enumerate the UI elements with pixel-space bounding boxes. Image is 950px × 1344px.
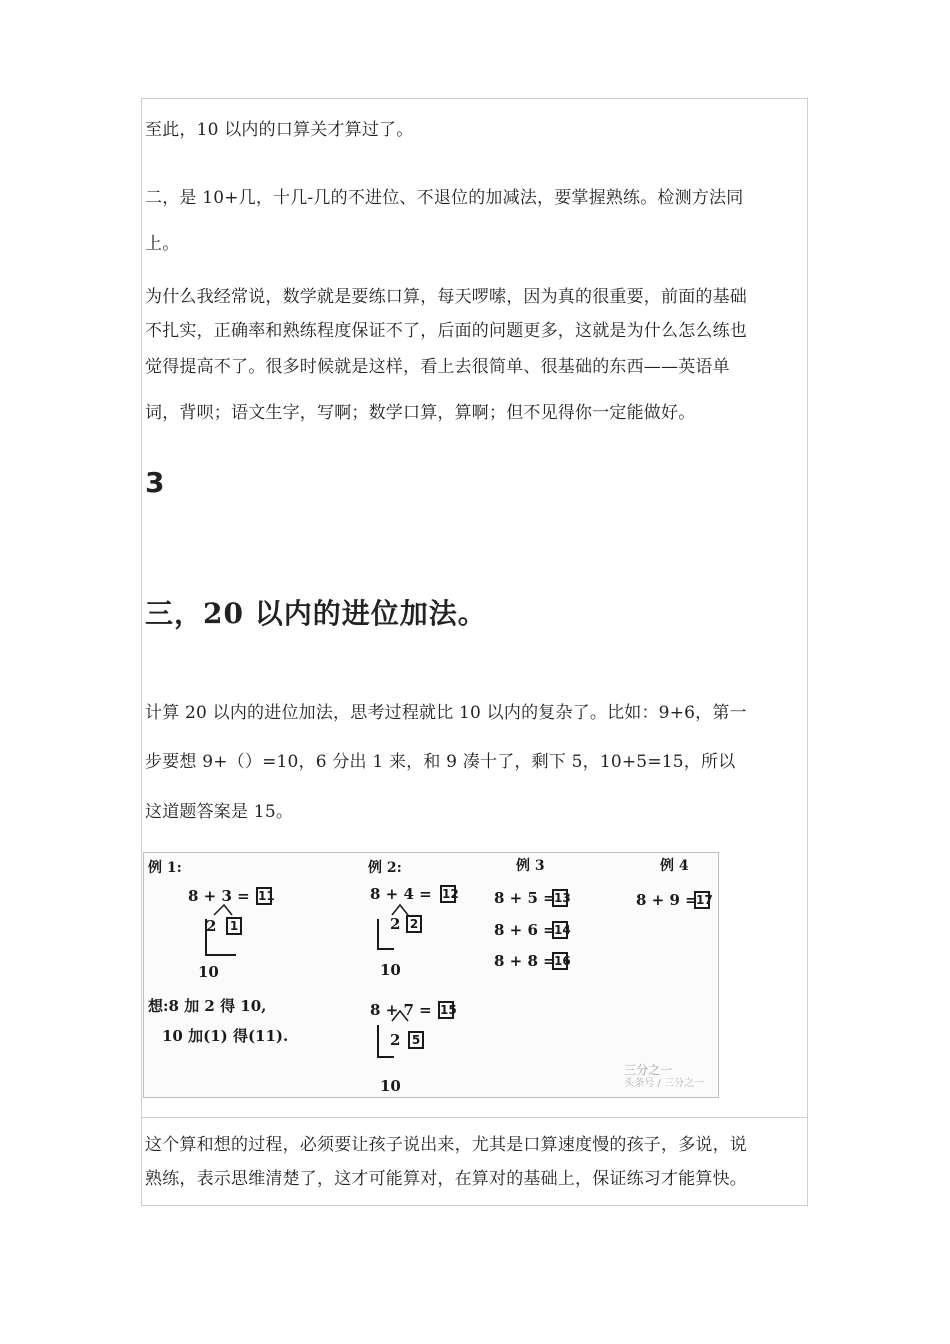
closing-line-1: 这个算和想的过程，必须要让孩子说出来，尤其是口算速度慢的孩子，多说，说 <box>145 1135 747 1155</box>
ex1-split-caret <box>214 905 232 915</box>
closing-line-2: 熟练，表示思维清楚了，这才可能算对，在算对的基础上，保证练习才能算快。 <box>145 1169 747 1189</box>
ex1-split-box: 1 <box>226 917 242 935</box>
ex3-label: 例 3 <box>516 858 545 874</box>
ex1-think-line-2: 10 加(1) 得(11). <box>162 1027 289 1045</box>
ex2b-equation: 8 + 7 = <box>370 1001 432 1019</box>
ex3-row-3-equation: 8 + 8 = <box>494 952 556 970</box>
ex1-answer-box: 11 <box>258 889 275 903</box>
body-line-1: 计算 20 以内的进位加法，思考过程就比 10 以内的复杂了。比如：9+6，第一 <box>145 703 747 723</box>
ex2-split-left: 2 <box>390 915 401 933</box>
paragraph-2-line-1: 二，是 10+几，十几-几的不进位、不退位的加减法，要掌握熟练。检测方法同 <box>145 188 744 208</box>
ex2b-split-box: 5 <box>408 1031 424 1049</box>
watermark-subtitle: 头条号 / 三分之一 <box>624 1078 704 1089</box>
ex4-answer-box: 17 <box>696 893 713 907</box>
ex2-equation: 8 + 4 = <box>370 885 432 903</box>
section-number: 3 <box>145 466 165 499</box>
ex3-row-3-answer-box: 16 <box>554 954 571 968</box>
ex2b-answer-box: 15 <box>440 1003 457 1017</box>
paragraph-1: 至此，10 以内的口算关才算过了。 <box>145 120 414 140</box>
paragraph-3-line-2: 不扎实，正确率和熟练程度保证不了，后面的问题更多，这就是为什么怎么练也 <box>145 321 747 341</box>
paragraph-2-line-2: 上。 <box>145 234 180 254</box>
watermark <box>624 1063 704 1091</box>
ex3-row-1-equation: 8 + 5 = <box>494 889 556 907</box>
ex2b-split-left: 2 <box>390 1031 401 1049</box>
ex1-label: 例 1: <box>148 860 182 876</box>
ex3-row-2-equation: 8 + 6 = <box>494 921 556 939</box>
ex1-equation: 8 + 3 = <box>188 887 250 905</box>
ex4-equation: 8 + 9 = <box>636 891 698 909</box>
ex2-label: 例 2: <box>368 860 402 876</box>
body-line-2: 步要想 9+（）=10，6 分出 1 来，和 9 凑十了，剩下 5，10+5=15，所以 <box>145 752 736 772</box>
ex3-row-1-answer-box: 13 <box>554 891 571 905</box>
ex3-row-2-answer-box: 14 <box>554 923 571 937</box>
ex2-split-box: 2 <box>406 915 422 933</box>
paragraph-3-line-1: 为什么我经常说，数学就是要练口算，每天啰嗦，因为真的很重要，前面的基础 <box>145 287 747 307</box>
section-heading: 三，20 以内的进位加法。 <box>145 597 487 630</box>
ex2b-ten: 10 <box>380 1077 401 1095</box>
addition-examples-figure <box>143 852 719 1098</box>
ex4-label: 例 4 <box>660 858 689 874</box>
ex1-ten: 10 <box>198 963 219 981</box>
ex2-answer-box: 12 <box>442 887 459 901</box>
ex1-think-line-1: 想:8 加 2 得 10, <box>148 997 267 1015</box>
body-line-3: 这道题答案是 15。 <box>145 802 294 822</box>
ex2-split-caret <box>392 905 408 915</box>
paragraph-3-line-4: 词，背呗；语文生字，写啊；数学口算，算啊；但不见得你一定能做好。 <box>145 403 696 423</box>
ex1-split-left: 2 <box>206 917 217 935</box>
paragraph-3-line-3: 觉得提高不了。很多时候就是这样，看上去很简单、很基础的东西——英语单 <box>145 357 730 377</box>
ex2-ten: 10 <box>380 961 401 979</box>
watermark-title: 三分之一 <box>624 1063 673 1077</box>
